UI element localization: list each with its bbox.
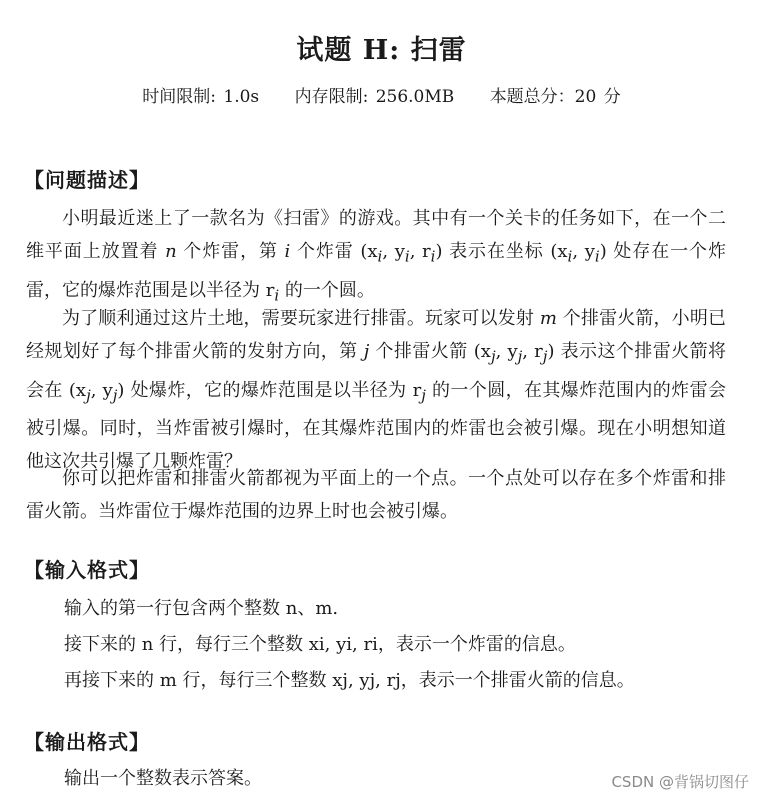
- description-paragraph-2: 为了顺利通过这片土地，需要玩家进行排雷。玩家可以发射 m 个排雷火箭，小明已经规划好了每个排雷火箭的发射方向，第 j 个排雷火箭 ($x_j$, $y_j$, $r_j$) 表示这个排雷火箭将会在 ($x_j$, $y_j$) 处爆炸，它的爆炸范围是以半径为 $r_j$ 的一个圆，在其爆炸范围内的炸雷会被引爆。同时，当炸雷被引爆时，在其爆炸范围内的炸雷也会被引爆。现在小明想知道他这次共引爆了几颗炸雷？: [26, 308, 726, 473]
- description-paragraph-3: 你可以把炸雷和排雷火箭都视为平面上的一个点。一个点处可以存在多个炸雷和排雷火箭。当炸雷位于爆炸范围的边界上时也会被引爆。: [26, 468, 726, 522]
- problem-meta: [0, 82, 763, 107]
- description-paragraph-1: 小明最近迷上了一款名为《扫雷》的游戏。其中有一个关卡的任务如下，在一个二维平面上放置着 n 个炸雷，第 i 个炸雷 ($x_i$, $y_i$, $r_i$) 表示在坐标 ($x_i$, $y_i$) 处存在一个炸雷，它的爆炸范围是以半径为 $r_i$ 的一个圆。: [26, 208, 726, 305]
- input-heading: 【输入格式】: [24, 558, 150, 582]
- total-score: 本题总分：20 分: [489, 87, 621, 107]
- time-limit: 时间限制: 1.0s: [142, 87, 260, 107]
- input-line-3: 再接下来的 m 行，每行三个整数 xj, yj, rj，表示一个排雷火箭的信息。: [64, 670, 635, 691]
- memory-limit: 内存限制: 256.0MB: [294, 87, 455, 107]
- input-line-1: 输入的第一行包含两个整数 n、m.: [64, 598, 339, 619]
- output-line: 输出一个整数表示答案。: [64, 768, 262, 789]
- input-line-2: 接下来的 n 行，每行三个整数 xi, yi, ri，表示一个炸雷的信息。: [64, 634, 576, 655]
- output-heading: 【输出格式】: [24, 730, 150, 754]
- description-heading: 【问题描述】: [24, 168, 150, 192]
- csdn-watermark: CSDN @背锅切图仔: [611, 773, 749, 791]
- problem-title: 试题 H: 扫雷: [296, 35, 467, 66]
